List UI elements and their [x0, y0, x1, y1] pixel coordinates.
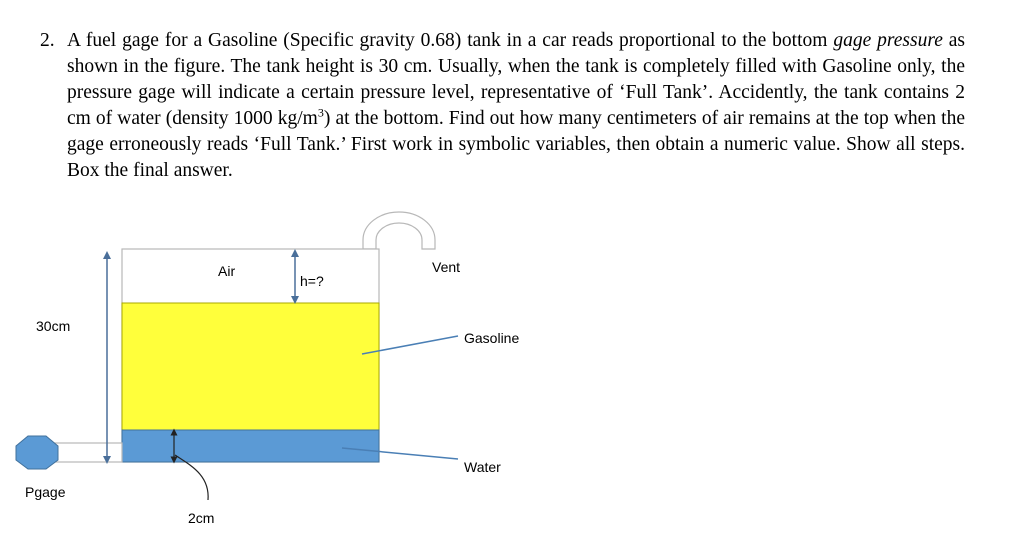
problem-superscript: 3 — [317, 105, 324, 120]
pgage-label: Pgage — [25, 484, 66, 500]
water-label: Water — [464, 459, 501, 475]
gasoline-layer — [122, 303, 379, 430]
water-depth-label: 2cm — [188, 510, 215, 526]
problem-text-b: as shown in the figure. The tank height is 30 cm. Usually, when the tank is completely filled with Gasoline only, the pressure gage will indicate a certain pressure level, representative of ‘Full Tank’. Accidently, the tank contains 2 cm of water (density 1000 kg/m — [67, 30, 966, 129]
tank-height-label: 30cm — [36, 318, 71, 334]
problem-text-a: A fuel gage for a Gasoline (Specific gravity 0.68) tank in a car reads proportional to the bottom — [67, 30, 834, 51]
air-label: Air — [218, 263, 236, 279]
pressure-gage — [16, 436, 58, 469]
air-height-label: h=? — [300, 273, 324, 289]
water-layer — [122, 430, 379, 462]
gage-pipe — [52, 443, 122, 462]
gasoline-label: Gasoline — [464, 330, 520, 346]
vent-label: Vent — [432, 259, 461, 275]
problem-text-c: ) at the bottom. Find out how many centimeters of air remains at the top when the gage erroneously reads ‘Full Tank.’ First work in symbolic variables, then obtain a numeric value. Show all steps. Box the final answer. — [67, 108, 966, 181]
vent-pipe — [363, 212, 435, 249]
problem-text-emphasis: gage pressure — [833, 30, 943, 51]
problem-number: 2. — [40, 30, 55, 51]
